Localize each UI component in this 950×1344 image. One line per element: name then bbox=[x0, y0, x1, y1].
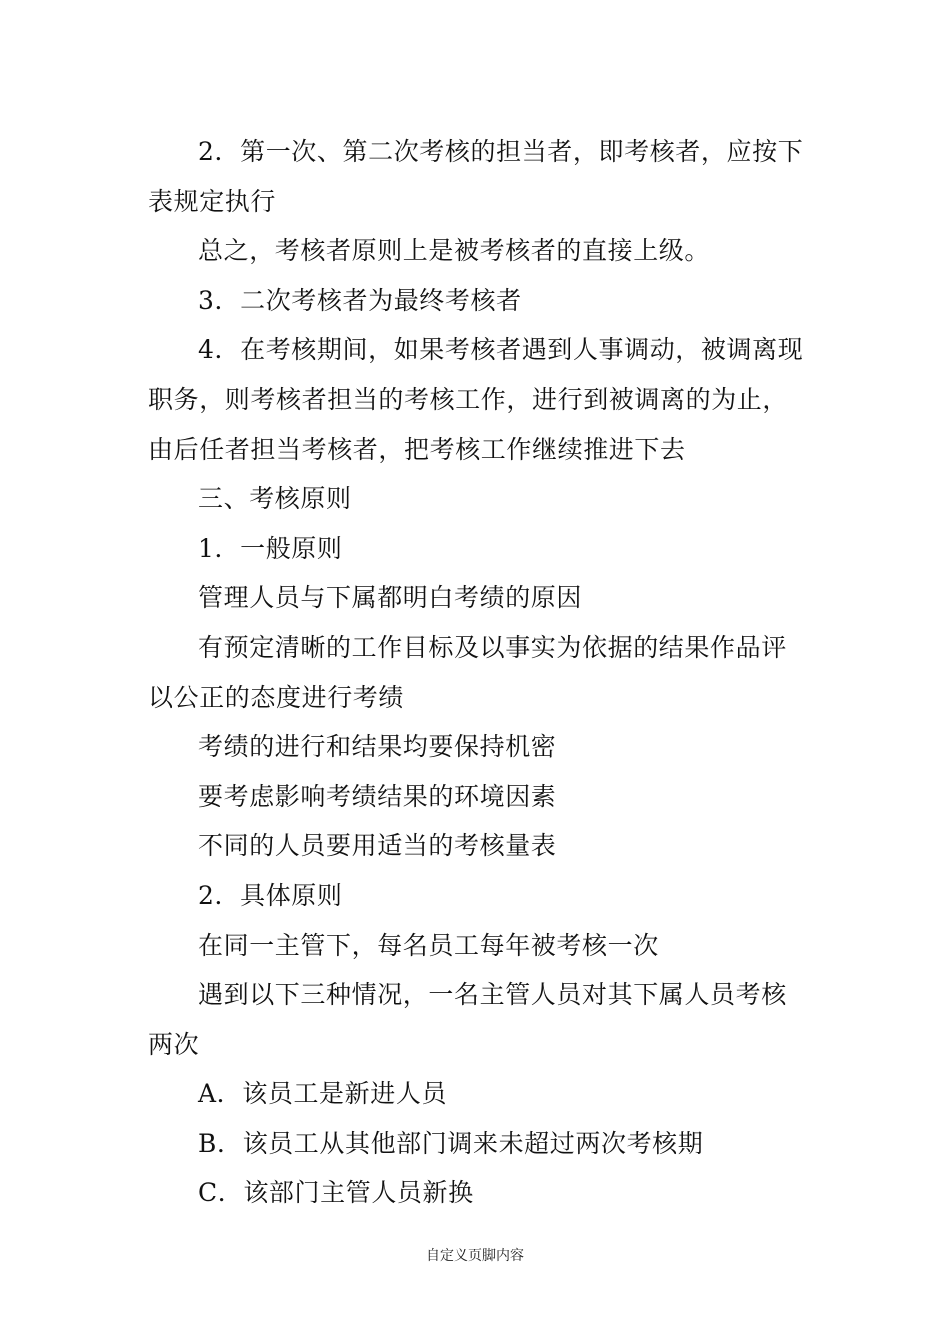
document-body bbox=[148, 127, 808, 1218]
list-item: B．该员工从其他部门调来未超过两次考核期 bbox=[198, 1128, 704, 1158]
page-footer: 自定义页脚内容 bbox=[426, 1248, 524, 1264]
paragraph: 考绩的进行和结果均要保持机密 bbox=[198, 732, 557, 762]
paragraph: 要考虑影响考绩结果的环境因素 bbox=[198, 781, 557, 811]
subsection-heading: 1．一般原则 bbox=[198, 533, 343, 563]
list-item: C．该部门主管人员新换 bbox=[198, 1178, 474, 1208]
paragraph: 3．二次考核者为最终考核者 bbox=[198, 285, 522, 315]
paragraph: 2．第一次、第二次考核的担当者，即考核者，应按下表规定执行 bbox=[148, 137, 804, 216]
list-item: A．该员工是新进人员 bbox=[198, 1079, 448, 1109]
paragraph: 管理人员与下属都明白考绩的原因 bbox=[198, 583, 583, 613]
paragraph: 不同的人员要用适当的考核量表 bbox=[198, 831, 557, 861]
paragraph: 有预定清晰的工作目标及以事实为依据的结果作品评以公正的态度进行考绩 bbox=[148, 632, 787, 712]
paragraph: 在同一主管下，每名员工每年被考核一次 bbox=[198, 930, 659, 960]
section-heading: 三、考核原则 bbox=[198, 484, 352, 514]
paragraph: 总之，考核者原则上是被考核者的直接上级。 bbox=[198, 236, 711, 266]
paragraph: 4．在考核期间，如果考核者遇到人事调动，被调离现职务，则考核者担当的考核工作，进行到被调离的为止，由后任者担当考核者，把考核工作继续推进下去 bbox=[148, 335, 804, 464]
subsection-heading: 2．具体原则 bbox=[198, 880, 343, 910]
paragraph: 遇到以下三种情况，一名主管人员对其下属人员考核两次 bbox=[148, 980, 787, 1059]
